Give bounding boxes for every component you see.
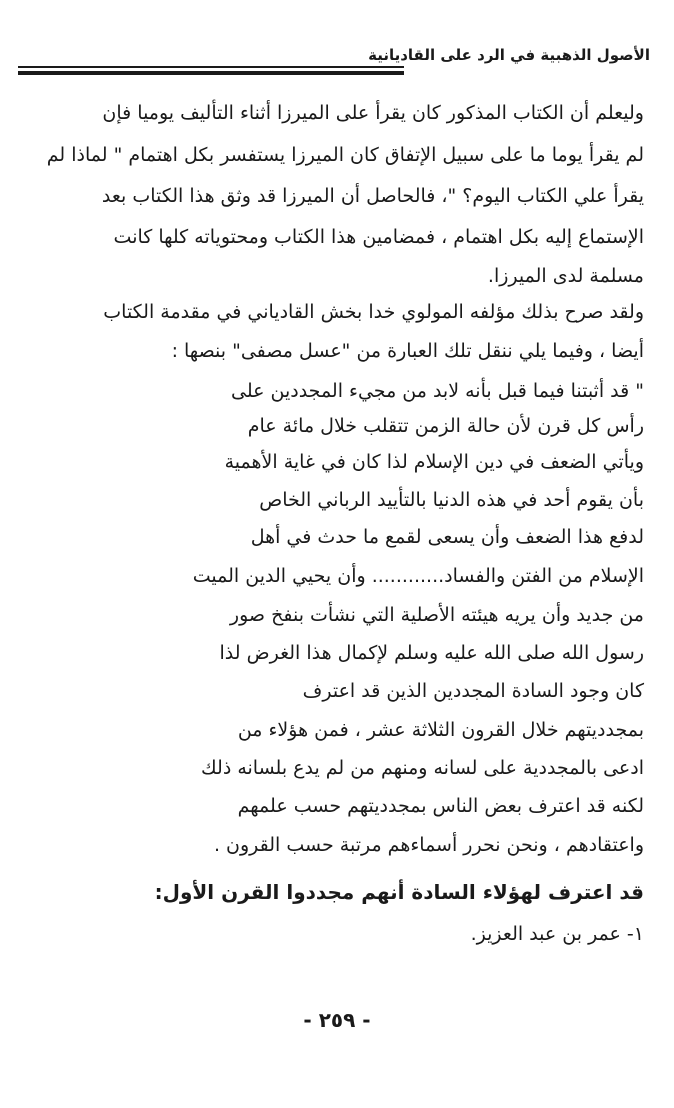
paragraph-line: ولقد صرح بذلك مؤلفه المولوي خدا بخش القادياني في مقدمة الكتاب (103, 301, 644, 323)
quote-line: لكنه قد اعترف بعض الناس بمجدديتهم حسب علمهم (237, 795, 644, 817)
quote-line: " قد أثبتنا فيما قبل بأنه لابد من مجيء المجددين على (230, 380, 644, 402)
page-number: - ٢٥٩ - (303, 1008, 371, 1032)
header-rule-thick (18, 71, 404, 75)
running-header (18, 46, 650, 76)
header-rule-thin (18, 66, 404, 68)
quote-line: ادعى بالمجددية على لسانه ومنهم من لم يدع بلسانه ذلك (201, 757, 644, 779)
paragraph-line: لم يقرأ يوما ما على سبيل الإتفاق كان الميرزا يستفسر بكل اهتمام " لماذا لم (46, 144, 644, 166)
quote-line: رأس كل قرن لأن حالة الزمن تتقلب خلال مائة عام (247, 415, 644, 437)
paragraph-line: أيضا ، وفيما يلي ننقل تلك العبارة من "عسل مصفى" بنصها : (171, 340, 644, 362)
quote-line: بمجدديتهم خلال القرون الثلاثة عشر ، فمن هؤلاء من (237, 719, 644, 741)
section-heading: قد اعترف لهؤلاء السادة أنهم مجددوا القرن الأول: (154, 880, 644, 904)
quote-line: الإسلام من الفتن والفساد............ وأن يحيي الدين الميت (192, 565, 644, 587)
quote-line: من جديد وأن يريه هيئته الأصلية التي نشأت بنفخ صور (229, 604, 644, 626)
quote-line: ويأتي الضعف في دين الإسلام لذا كان في غاية الأهمية (224, 451, 644, 473)
quote-line: كان وجود السادة المجددين الذين قد اعترف (302, 680, 644, 702)
paragraph-line: الإستماع إليه بكل اهتمام ، فمضامين هذا الكتاب ومحتوياته كلها كانت (113, 226, 644, 248)
paragraph-line: وليعلم أن الكتاب المذكور كان يقرأ على الميرزا أثناء التأليف يوميا فإن (102, 102, 644, 124)
list-item: ١- عمر بن عبد العزيز. (470, 923, 644, 945)
quote-line: لدفع هذا الضعف وأن يسعى لقمع ما حدث في أهل (250, 526, 644, 548)
paragraph-line: مسلمة لدى الميرزا. (487, 265, 644, 287)
quote-line: بأن يقوم أحد في هذه الدنيا بالتأييد الرباني الخاص (259, 489, 644, 511)
paragraph-line: يقرأ علي الكتاب اليوم؟ "، فالحاصل أن الميرزا قد وثق هذا الكتاب بعد (101, 185, 644, 207)
quote-line: واعتقادهم ، ونحن نحرر أسماءهم مرتبة حسب القرون . (213, 834, 644, 856)
running-header-title: الأصول الذهبية في الرد على القاديانية (368, 46, 650, 64)
quote-line: رسول الله صلى الله عليه وسلم لإكمال هذا الغرض لذا (219, 642, 644, 664)
